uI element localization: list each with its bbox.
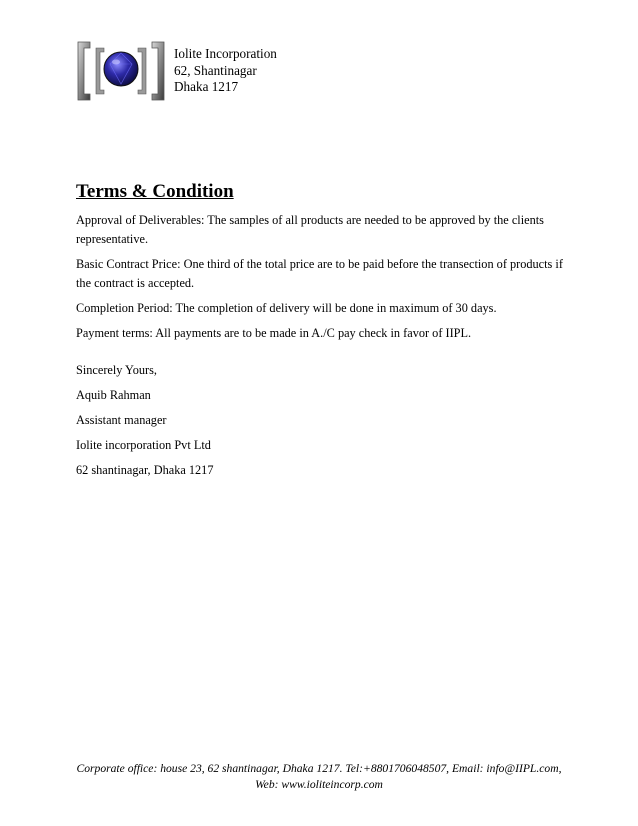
term-payment: Payment terms: All payments are to be made in A./C pay check in favor of IIPL. bbox=[76, 326, 472, 340]
signer-position: Assistant manager bbox=[76, 413, 167, 427]
page-title: Terms & Condition bbox=[76, 181, 234, 202]
company-city: Dhaka 1217 bbox=[174, 79, 239, 94]
page-footer bbox=[60, 761, 578, 793]
term-deliverables: Approval of Deliverables: The samples of all products are needed to be approved by the clients representative. bbox=[76, 213, 544, 246]
terms-list bbox=[76, 211, 566, 349]
signer-company: Iolite incorporation Pvt Ltd bbox=[76, 438, 211, 452]
company-street: 62, Shantinagar bbox=[174, 62, 257, 78]
signature-block bbox=[76, 361, 213, 486]
footer-contact: Corporate office: house 23, 62 shantinagar, Dhaka 1217. Tel:+8801706048507, Email: info@IIPL.com, bbox=[76, 762, 562, 775]
term-completion-period: Completion Period: The completion of delivery will be done in maximum of 30 days. bbox=[76, 301, 497, 315]
signer-name: Aquib Rahman bbox=[76, 388, 151, 402]
term-contract-price: Basic Contract Price: One third of the total price are to be paid before the transection of products if the contract is accepted. bbox=[76, 257, 563, 290]
iolite-gemstone-logo-icon bbox=[76, 38, 166, 104]
footer-web: Web: www.ioliteincorp.com bbox=[255, 778, 383, 791]
company-address bbox=[174, 46, 277, 96]
company-name: Iolite Incorporation bbox=[174, 46, 277, 61]
salutation: Sincerely Yours, bbox=[76, 363, 157, 377]
letterhead bbox=[76, 38, 376, 104]
signer-address: 62 shantinagar, Dhaka 1217 bbox=[76, 463, 214, 477]
